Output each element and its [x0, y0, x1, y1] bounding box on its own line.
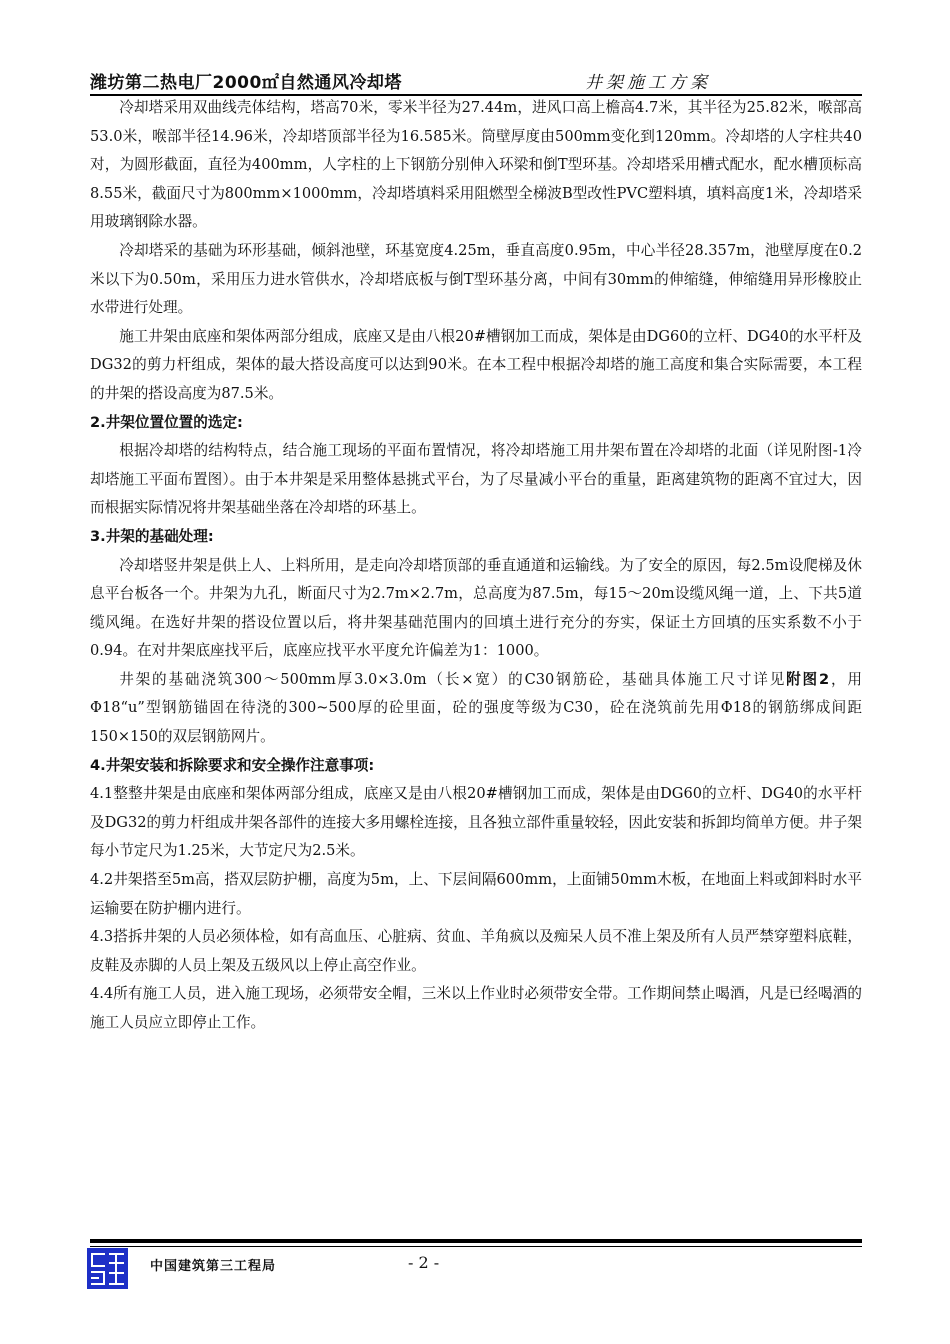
paragraph-foundation-pour-part1: 井架的基础浇筑300～500mm厚3.0×3.0m（长×宽）的C30钢筋砼，基础具体施工尺寸详见 [119, 670, 787, 688]
document-section-title: 井架施工方案 [585, 73, 711, 93]
paragraph-item-4-3: 4.3搭拆井架的人员必须体检，如有高血压、心脏病、贫血、羊角疯以及痴呆人员不准上架及所有人员严禁穿塑料底鞋，皮鞋及赤脚的人员上架及五级风以上停止高空作业。 [90, 928, 862, 974]
page-header [90, 68, 862, 92]
section-heading-3: 3.井架的基础处理: [90, 527, 214, 545]
company-logo-icon [87, 1248, 128, 1289]
section-heading-2: 2.井架位置位置的选定: [90, 413, 243, 431]
paragraph-item-4-1: 4.1整整井架是由底座和架体两部分组成，底座又是由八根20#槽钢加工而成，架体是由DG60的立杆、DG40的水平杆及DG32的剪力杆组成井架各部件的连接大多用螺栓连接，且各独立部件重量较轻，因此安装和拆卸均简单方便。井子架每小节定尺为1.25米，大节定尺为2.5米。 [90, 785, 862, 860]
footer-divider-thick [90, 1239, 862, 1243]
paragraph-derrick-base: 冷却塔竖井架是供上人、上料所用，是走向冷却塔顶部的垂直通道和运输线。为了安全的原因，每2.5m设爬梯及休息平台板各一个。井架为九孔，断面尺寸为2.7m×2.7m，总高度为87.5m，每15～20m设缆风绳一道，上、下共5道缆风绳。在选好井架的搭设位置以后，将井架基础范围内的回填土进行充分的夯实，保证土方回填的压实系数不小于0.94。在对井架底座找平后，底座应找平水平度允许偏差为1：1000。 [90, 556, 862, 660]
paragraph-derrick-composition: 施工井架由底座和架体两部分组成，底座又是由八根20#槽钢加工而成，架体是由DG60的立杆、DG40的水平杆及DG32的剪力杆组成，架体的最大搭设高度可以达到90米。在本工程中根据冷却塔的施工高度和集合实际需要，本工程的井架的搭设高度为87.5米。 [90, 327, 862, 402]
figure-reference: 附图2 [786, 670, 830, 688]
paragraph-item-4-2: 4.2井架搭至5m高，搭双层防护棚，高度为5m，上、下层间隔600mm，上面铺50mm木板，在地面上料或卸料时水平运输要在防护棚内进行。 [90, 871, 862, 917]
page-number: - 2 - [408, 1253, 440, 1272]
document-project-title: 潍坊第二热电厂2000㎡自然通风冷却塔 [90, 73, 402, 93]
paragraph-item-4-4: 4.4所有施工人员，进入施工现场，必须带安全帽，三米以上作业时必须带安全带。工作期间禁止喝酒，凡是已经喝酒的施工人员应立即停止工作。 [90, 985, 862, 1031]
document-body [90, 94, 862, 1038]
footer-divider-thin [90, 1246, 862, 1247]
paragraph-foundation-pour-part2: ，用Φ18“u”型钢筋锚固在待浇的300~500厚的砼里面，砼的强度等级为C30，砼在浇筑前先用Φ18的钢筋绑成间距150×150的双层钢筋网片。 [90, 670, 862, 746]
paragraph-tower-structure: 冷却塔采用双曲线壳体结构，塔高70米，零米半径为27.44m，进风口高上檐高4.7米，其半径为25.82米，喉部高53.0米，喉部半径14.96米，冷却塔顶部半径为16.585米。筒壁厚度由500mm变化到120mm。冷却塔的人字柱共40对，为圆形截面，直径为400mm，人字柱的上下钢筋分别伸入环梁和倒T型环基。冷却塔采用槽式配水，配水槽顶标高8.55米，截面尺寸为800mm×1000mm，冷却塔填料采用阻燃型全梯波B型改性PVC塑料填，填料高度1米，冷却塔采用玻璃钢除水器。 [90, 99, 862, 231]
section-heading-4: 4.井架安装和拆除要求和安全操作注意事项: [90, 756, 375, 774]
paragraph-derrick-location: 根据冷却塔的结构特点，结合施工现场的平面布置情况，将冷却塔施工用井架布置在冷却塔的北面（详见附图-1冷却塔施工平面布置图）。由于本井架是采用整体悬挑式平台，为了尽量减小平台的重量，距离建筑物的距离不宜过大，因而根据实际情况将井架基础坐落在冷却塔的环基上。 [90, 442, 862, 517]
paragraph-foundation-pour [90, 666, 862, 752]
paragraph-tower-foundation: 冷却塔采的基础为环形基础，倾斜池壁，环基宽度4.25m，垂直高度0.95m，中心半径28.357m，池壁厚度在0.2米以下为0.50m，采用压力进水管供水，冷却塔底板与倒T型环基分离，中间有30mm的伸缩缝，伸缩缝用异形橡胶止水带进行处理。 [90, 241, 862, 317]
footer-organization: 中国建筑第三工程局 [150, 1259, 277, 1274]
